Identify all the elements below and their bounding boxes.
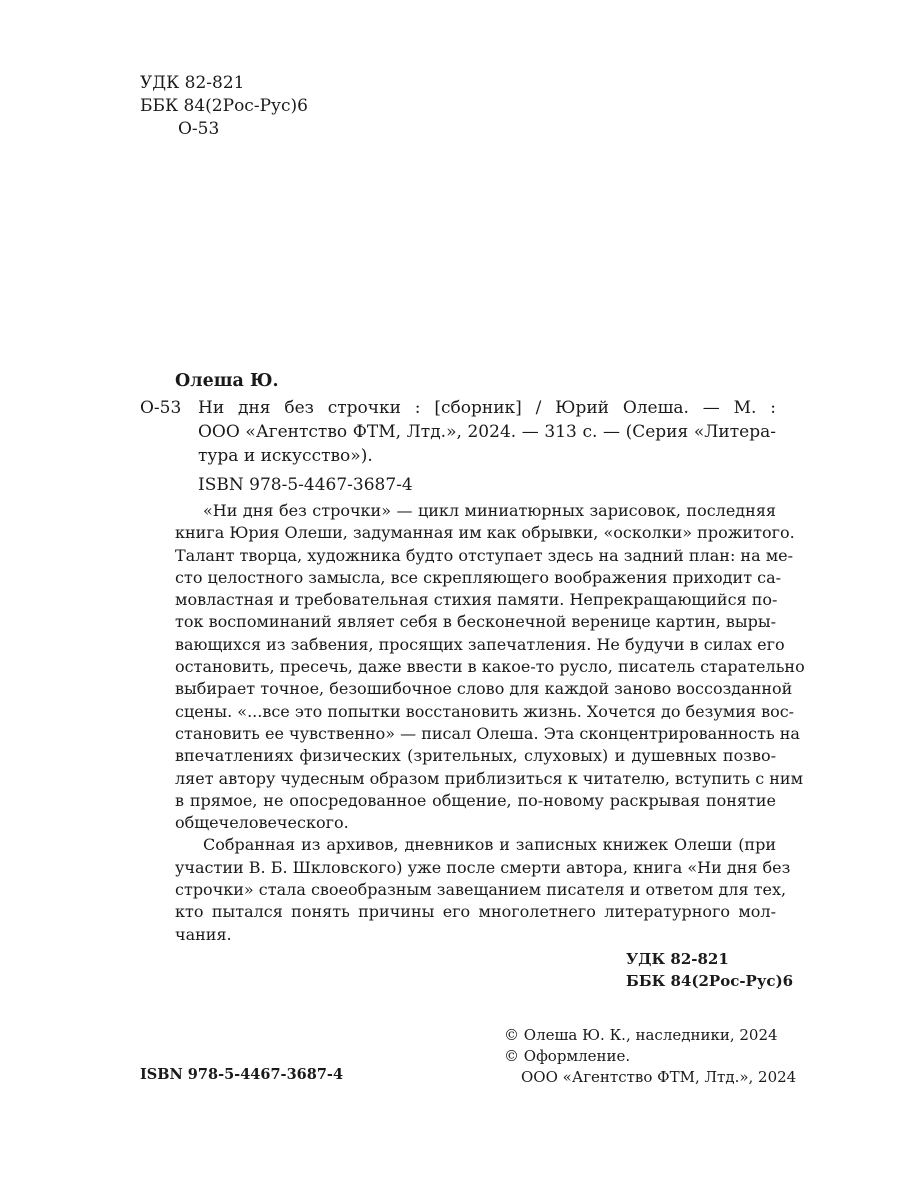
annotation-line: «Ни дня без строчки» — цикл миниатюрных зарисовок, последняя <box>203 501 776 520</box>
annotation-line: Талант творца, художника будто отступает здесь на задний план: на ме- <box>175 545 794 565</box>
entry-line: Ни дня без строчки : [сборник] / Юрий Олеша. — М. : <box>198 398 776 418</box>
annotation-line: книга Юрия Олеши, задуманная им как обрывки, «осколки» прожитого. <box>175 523 795 543</box>
annotation-line: сто целостного замысла, все скрепляющего воображения приходит са- <box>175 567 782 587</box>
annotation-line: чания. <box>175 924 232 944</box>
entry-line: тура и искусство»). <box>198 446 373 466</box>
entry-code: О-53 <box>140 398 182 418</box>
annotation-line: выбирает точное, безошибочное слово для каждой заново воссозданной <box>175 679 793 699</box>
entry-isbn: ISBN 978-5-4467-3687-4 <box>198 475 413 495</box>
annotation-line: строчки» стала своеобразным завещанием писателя и ответом для тех, <box>175 880 787 900</box>
annotation-line: общечеловеческого. <box>175 813 349 833</box>
annotation-line: в прямое, не опосредованное общение, по-новому раскрывая понятие <box>175 790 776 810</box>
entry-author: Олеша Ю. <box>175 371 279 391</box>
annotation-line: остановить, пресечь, даже ввести в какое-то русло, писатель старательно <box>175 657 805 677</box>
annotation-line: вающихся из забвения, просящих запечатления. Не будучи в силах его <box>175 634 785 654</box>
annotation-line: сцены. «...все это попытки восстановить жизнь. Хочется до безумия вос- <box>175 701 795 721</box>
annotation-line: становить ее чувственно» — писал Олеша. Эта сконцентрированность на <box>175 723 800 743</box>
annotation-line: ляет автору чудесным образом приблизиться к читателю, вступить с ним <box>175 768 804 788</box>
copyright-line: © Оформление. <box>504 1047 631 1065</box>
udk-code: УДК 82-821 <box>140 73 245 93</box>
udk-code-bottom: УДК 82-821 <box>626 950 729 968</box>
annotation <box>175 500 805 946</box>
annotation-line: Собранная из архивов, дневников и записных книжек Олеши (при <box>203 835 776 855</box>
copyright-line: © Олеша Ю. К., наследники, 2024 <box>504 1026 778 1044</box>
entry-description <box>198 396 776 468</box>
annotation-line: кто пытался понять причины его многолетнего литературного мол- <box>175 902 776 922</box>
annotation-line: впечатлениях физических (зрительных, слуховых) и душевных позво- <box>175 746 776 766</box>
entry-line: ООО «Агентство ФТМ, Лтд.», 2024. — 313 с. — (Серия «Литера- <box>198 422 776 442</box>
isbn-bottom: ISBN 978-5-4467-3687-4 <box>140 1066 344 1083</box>
classification-codes-top <box>140 72 308 141</box>
classification-codes-bottom <box>626 948 793 992</box>
annotation-paragraph-2 <box>175 834 791 945</box>
bbk-code-bottom: ББК 84(2Рос-Рус)6 <box>626 972 794 990</box>
bibliographic-entry <box>140 396 776 468</box>
annotation-paragraph-1 <box>175 500 805 834</box>
annotation-line: ток воспоминаний являет себя в бесконечной веренице картин, выры- <box>175 612 777 632</box>
copyright-line: ООО «Агентство ФТМ, Лтд.», 2024 <box>521 1068 797 1086</box>
author-sign: О-53 <box>178 119 220 139</box>
bbk-code: ББК 84(2Рос-Рус)6 <box>140 96 308 116</box>
annotation-line: мовластная и требовательная стихия памяти. Непрекращающийся по- <box>175 590 778 610</box>
annotation-line: участии В. Б. Шкловского) уже после смерти автора, книга «Ни дня без <box>175 857 791 877</box>
copyright-block <box>504 1025 796 1088</box>
